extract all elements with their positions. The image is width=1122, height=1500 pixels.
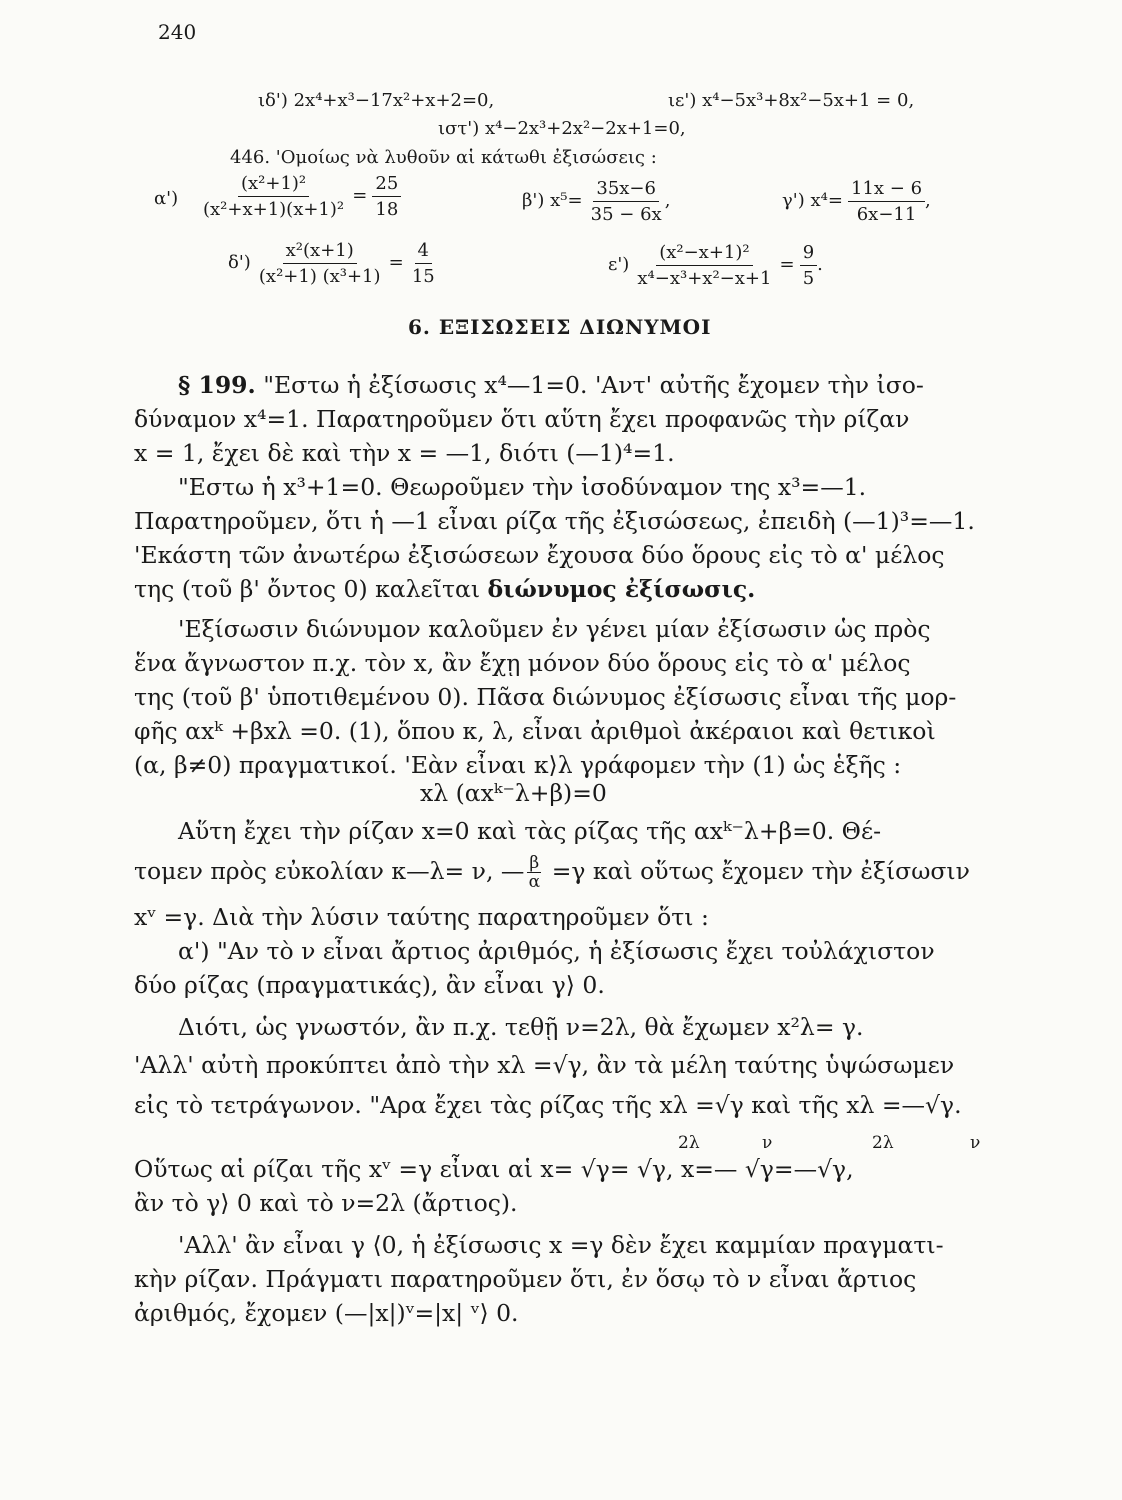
- body-line-17: α') "Αν τὸ ν εἶναι ἄρτιος ἀριθμός, ἡ ἐξίσωσις ἔχει τοὐλάχιστον: [178, 937, 935, 965]
- root-index: 2λ: [678, 1133, 700, 1153]
- body-line-2: δύναμον x⁴=1. Παρατηροῦμεν ὅτι αὕτη ἔχει προφανῶς τὴν ρίζαν: [134, 405, 910, 433]
- exercise-446-a-label: α'): [154, 188, 179, 209]
- exercise-446-title: 446. 'Ομοίως νὰ λυθοῦν αἱ κάτωθι ἐξισώσεις :: [230, 147, 657, 168]
- body-line-26: κὴν ρίζαν. Πράγματι παρατηροῦμεν ὅτι, ἐν ὅσῳ τὸ ν εἶναι ἄρτιος: [134, 1265, 917, 1293]
- body-line-20: 'Αλλ' αὐτὴ προκύπτει ἀπὸ τὴν xλ =√γ, ἂν τὰ μέλη ταύτης ὑψώσωμεν: [134, 1051, 955, 1079]
- fraction: $\frac{35x-6}{35 - 6x}$: [590, 178, 662, 225]
- root-index: ν: [762, 1133, 773, 1153]
- fraction: $\frac{\beta}{\alpha}$: [528, 853, 541, 892]
- exercise-14: ιδ') 2x⁴+x³−17x²+x+2=0,: [258, 90, 495, 111]
- exercise-446-e: ε') $\frac{\text{(x²−x+1)²}}{\text{x⁴−x³+x²−x+1}}$ = $\frac{9}{5}$ .: [608, 242, 823, 289]
- fraction: $\frac{4}{15}$: [411, 240, 435, 287]
- exercise-446-a: $\frac{\text{(x²+1)²}}{\text{(x²+x+1)(x+1)²}}$ = $\frac{25}{18}$: [200, 173, 401, 220]
- body-line-11: φῆς αxᵏ +βxλ =0. (1), ὅπου κ, λ, εἶναι ἀριθμοὶ ἀκέραιοι καὶ θετικοὶ: [134, 717, 936, 745]
- body-line-10: της (τοῦ β' ὑποτιθεμένου 0). Πᾶσα διώνυμος ἐξίσωσις εἶναι τῆς μορ-: [134, 683, 957, 711]
- exercise-446-d: δ') $\frac{\text{x²(x+1)}}{\text{(x²+1) (x³+1)}}$ = $\frac{4}{15}$: [228, 240, 438, 287]
- body-line-21: εἰς τὸ τετράγωνον. "Αρα ἔχει τὰς ρίζας τῆς xλ =√γ καὶ τῆς xλ =—√γ.: [134, 1091, 962, 1119]
- body-line-25: 'Αλλ' ἂν εἶναι γ ⟨0, ἡ ἐξίσωσις x =γ δὲν ἔχει καμμίαν πραγματι-: [178, 1231, 944, 1259]
- fraction: $\frac{\text{(x²+1)²}}{\text{(x²+x+1)(x+1)²}}$: [203, 173, 345, 220]
- fraction: $\frac{9}{5}$: [800, 242, 817, 289]
- section-heading: 6. ΕΞΙΣΩΣΕΙΣ ΔΙΩΝΥΜΟΙ: [408, 315, 712, 339]
- page-number: 240: [158, 20, 197, 44]
- body-line-19: Διότι, ὡς γνωστόν, ἂν π.χ. τεθῇ ν=2λ, θὰ ἔχωμεν x²λ= γ.: [178, 1013, 864, 1041]
- body-line-13: xλ (αxᵏ⁻λ+β)=0: [420, 779, 607, 807]
- exercise-16: ιστ') x⁴−2x³+2x²−2x+1=0,: [438, 118, 686, 139]
- body-line-9: ἕνα ἄγνωστον π.χ. τὸν x, ἂν ἔχῃ μόνον δύο ὅρους εἰς τὸ α' μέλος: [134, 649, 911, 677]
- body-line-6: 'Εκάστη τῶν ἀνωτέρω ἐξισώσεων ἔχουσα δύο ὅρους εἰς τὸ α' μέλος: [134, 541, 945, 569]
- exercise-446-c: γ') x⁴= $\frac{11x - 6}{6x-11}$ ,: [782, 178, 931, 225]
- body-line-12: (α, β≠0) πραγματικοί. 'Εὰν εἶναι κ⟩λ γράφομεν τὴν (1) ὡς ἑξῆς :: [134, 751, 902, 779]
- body-line-14: Αὕτη ἔχει τὴν ρίζαν x=0 καὶ τὰς ρίζας τῆς αxᵏ⁻λ+β=0. Θέ-: [178, 817, 882, 845]
- fraction: $\frac{11x - 6}{6x-11}$: [848, 178, 925, 225]
- fraction: $\frac{\text{x²(x+1)}}{\text{(x²+1) (x³+1)}}$: [258, 240, 381, 287]
- body-line-18: δύο ρίζας (πραγματικάς), ἂν εἶναι γ⟩ 0.: [134, 971, 605, 999]
- body-line-27: ἀριθμός, ἔχομεν (—|x|)ᵛ=|x| ᵛ⟩ 0.: [134, 1299, 519, 1327]
- body-line-15: τομεν πρὸς εὐκολίαν κ—λ= ν, — $\frac{\beta}{\alpha}$ =γ καὶ οὕτως ἔχομεν τὴν ἐξίσωσιν: [134, 853, 970, 892]
- body-line-4: "Εστω ἡ x³+1=0. Θεωροῦμεν τὴν ἰσοδύναμον της x³=—1.: [178, 473, 867, 501]
- root-index: ν: [970, 1133, 981, 1153]
- body-line-24: ἂν τὸ γ⟩ 0 καὶ τὸ ν=2λ (ἄρτιος).: [134, 1189, 518, 1217]
- fraction: $\frac{\text{(x²−x+1)²}}{\text{x⁴−x³+x²−x+1}}$: [637, 242, 772, 289]
- body-line-16: xᵛ =γ. Διὰ τὴν λύσιν ταύτης παρατηροῦμεν ὅτι :: [134, 903, 709, 931]
- exercise-15: ιε') x⁴−5x³+8x²−5x+1 = 0,: [668, 90, 915, 111]
- exercise-446-b: β') x⁵= $\frac{35x-6}{35 - 6x}$ ,: [522, 178, 671, 225]
- body-line-3: x = 1, ἔχει δὲ καὶ τὴν x = —1, διότι (—1)⁴=1.: [134, 439, 675, 467]
- body-line-8: 'Εξίσωσιν διώνυμον καλοῦμεν ἐν γένει μίαν ἐξίσωσιν ὡς πρὸς: [178, 615, 931, 643]
- body-line-7: της (τοῦ β' ὄντος 0) καλεῖται διώνυμος ἐξίσωσις.: [134, 575, 756, 603]
- body-line-5: Παρατηροῦμεν, ὅτι ἡ —1 εἶναι ρίζα τῆς ἐξισώσεως, ἐπειδὴ (—1)³=—1.: [134, 507, 975, 535]
- root-index: 2λ: [872, 1133, 894, 1153]
- fraction: $\frac{25}{18}$: [372, 173, 401, 220]
- body-line-1: § 199. "Εστω ἡ ἐξίσωσις x⁴—1=0. 'Αντ' αὐτῆς ἔχομεν τὴν ἰσο-: [178, 371, 924, 399]
- body-line-23: Οὕτως αἱ ρίζαι τῆς xᵛ =γ εἶναι αἱ x= √γ= √γ, x=— √γ=—√γ,: [134, 1155, 854, 1183]
